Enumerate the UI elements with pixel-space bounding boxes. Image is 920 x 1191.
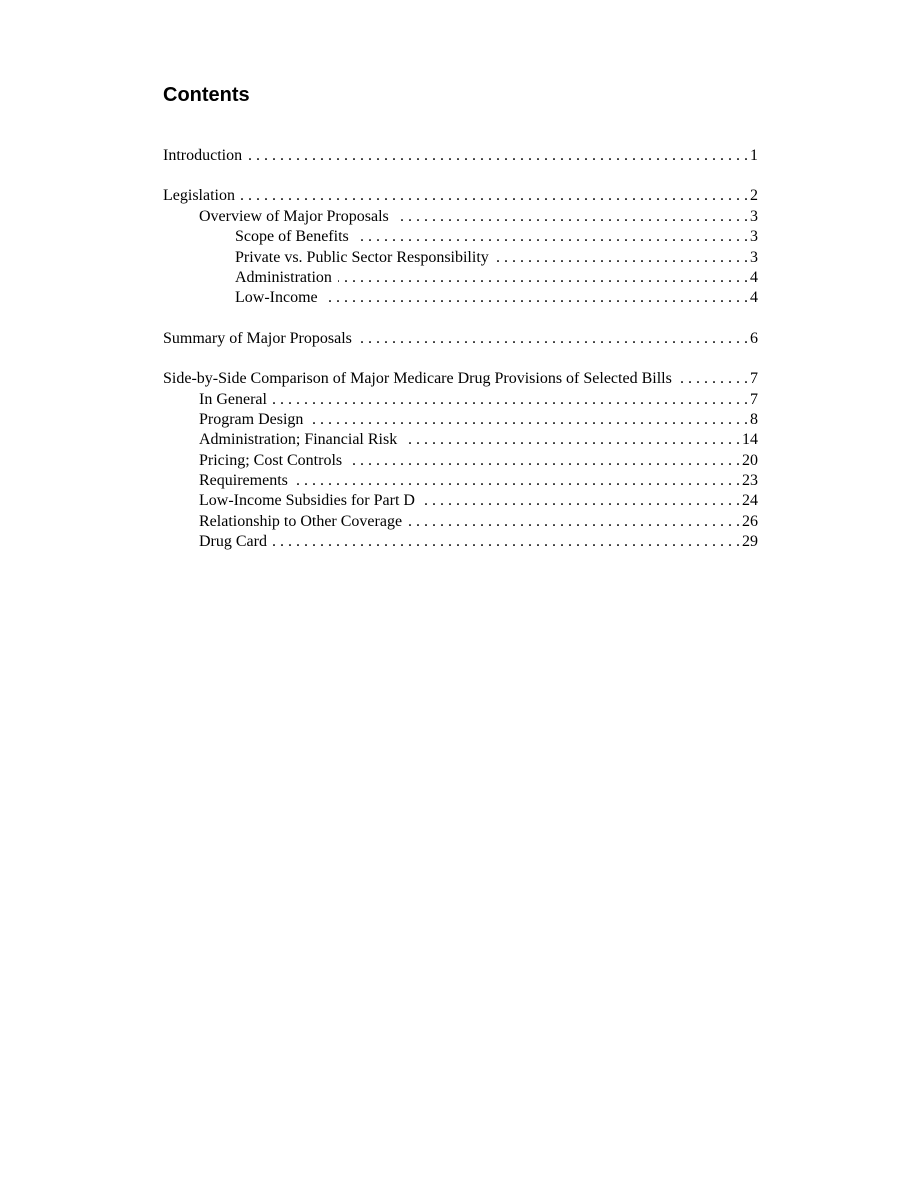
toc-dot-leader (355, 227, 748, 247)
toc-entry-page: 7 (750, 390, 758, 408)
toc-entry[interactable] (163, 532, 758, 552)
toc-entry-page: 29 (742, 533, 758, 551)
toc-entry-title: Private vs. Public Sector Responsibility (235, 248, 489, 266)
toc-group (163, 329, 758, 349)
toc-entry-page: 2 (750, 187, 758, 205)
toc-entry-title: Low-Income (235, 289, 318, 307)
toc-entry-title: Summary of Major Proposals (163, 329, 352, 347)
toc-entry[interactable] (163, 268, 758, 288)
toc-dot-leader (421, 491, 740, 511)
toc-entry[interactable] (163, 207, 758, 227)
toc-entry-title: Legislation (163, 187, 235, 205)
toc-entry-page: 14 (742, 431, 758, 449)
toc-entry-page: 3 (750, 207, 758, 225)
toc-group (163, 369, 758, 553)
toc-entry[interactable] (163, 329, 758, 349)
toc-entry[interactable] (163, 248, 758, 268)
toc-entry[interactable] (163, 146, 758, 166)
toc-dot-leader (324, 288, 748, 308)
toc-dot-leader (408, 512, 740, 532)
toc-dot-leader (403, 430, 740, 450)
toc-dot-leader (348, 451, 740, 471)
toc-entry-page: 1 (750, 147, 758, 164)
toc-entry-title: Relationship to Other Coverage (199, 512, 403, 530)
toc-group (163, 186, 758, 308)
toc-entry[interactable] (163, 451, 758, 471)
toc-entry-title: Administration; Financial Risk (199, 431, 398, 449)
toc-entry-title: Introduction (163, 147, 243, 164)
toc-entry[interactable] (163, 390, 758, 410)
toc-entry-page: 4 (750, 268, 758, 286)
toc-entry-title: Scope of Benefits (235, 228, 349, 246)
toc-entry[interactable] (163, 369, 758, 389)
toc-dot-leader (273, 532, 740, 552)
toc-entry-page: 24 (742, 492, 758, 510)
toc-entry-page: 8 (750, 410, 758, 428)
toc-dot-leader (248, 146, 748, 166)
contents-heading: Contents (163, 84, 250, 106)
toc-dot-leader (294, 471, 740, 491)
toc-entry-page: 4 (750, 289, 758, 307)
toc-dot-leader (241, 186, 748, 206)
toc-group (163, 146, 758, 166)
toc-dot-leader (495, 248, 748, 268)
toc-entry-title: Side-by-Side Comparison of Major Medicare Drug Provisions of Selected Bills (163, 370, 672, 388)
toc-entry-title: Low-Income Subsidies for Part D (199, 492, 415, 510)
toc-dot-leader (273, 390, 748, 410)
toc-entry-title: Overview of Major Proposals (199, 207, 389, 225)
table-of-contents (163, 146, 758, 573)
toc-entry[interactable] (163, 227, 758, 247)
toc-dot-leader (395, 207, 748, 227)
toc-entry-page: 3 (750, 228, 758, 246)
toc-entry-title: Drug Card (199, 533, 267, 551)
toc-entry-title: Program Design (199, 410, 304, 428)
toc-entry-page: 26 (742, 512, 758, 530)
toc-entry[interactable] (163, 410, 758, 430)
toc-entry-title: Administration (235, 268, 332, 286)
toc-entry-page: 3 (750, 248, 758, 266)
toc-entry[interactable] (163, 288, 758, 308)
toc-entry[interactable] (163, 186, 758, 206)
toc-entry-page: 7 (750, 370, 758, 388)
toc-entry-page: 23 (742, 472, 758, 490)
toc-entry[interactable] (163, 471, 758, 491)
toc-dot-leader (338, 268, 748, 288)
toc-entry-page: 6 (750, 329, 758, 347)
toc-entry-page: 20 (742, 451, 758, 469)
toc-dot-leader (358, 329, 748, 349)
toc-entry-title: In General (199, 390, 267, 408)
toc-entry[interactable] (163, 491, 758, 511)
toc-entry-title: Pricing; Cost Controls (199, 451, 343, 469)
toc-dot-leader (309, 410, 748, 430)
toc-dot-leader (678, 369, 748, 389)
toc-entry-title: Requirements (199, 472, 288, 490)
toc-entry[interactable] (163, 430, 758, 450)
toc-entry[interactable] (163, 512, 758, 532)
